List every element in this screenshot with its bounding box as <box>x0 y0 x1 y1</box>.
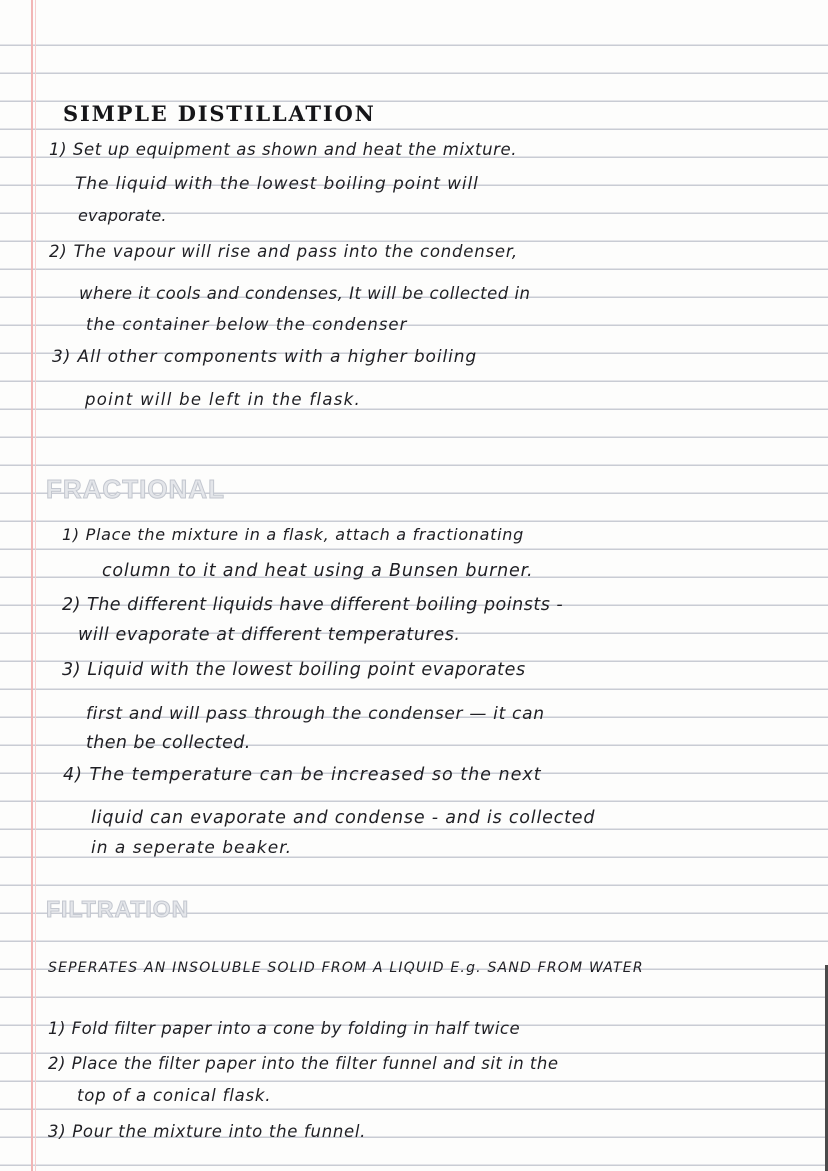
filtration-line-3: top of a conical flask. <box>77 1086 272 1105</box>
distillation-line-2: The liquid with the lowest boiling point will <box>75 174 479 194</box>
filtration-line-4: 3) Pour the mixture into the funnel. <box>48 1122 367 1141</box>
distillation-line-3: evaporate. <box>78 206 167 225</box>
fractional-line-4: will evaporate at different temperatures. <box>78 625 461 645</box>
distillation-line-1: 1) Set up equipment as shown and heat the mixture. <box>49 140 518 159</box>
fractional-line-3: 2) The different liquids have different boiling poinsts - <box>62 595 564 615</box>
filtration-subtitle: SEPERATES AN INSOLUBLE SOLID FROM A LIQUID E.g. SAND FROM WATER <box>48 960 644 976</box>
fractional-line-9: liquid can evaporate and condense - and is collected <box>91 808 596 828</box>
distillation-line-8: point will be left in the flask. <box>85 390 362 409</box>
fractional-line-2: column to it and heat using a Bunsen burner. <box>102 561 534 581</box>
filtration-line-2: 2) Place the filter paper into the filter funnel and sit in the <box>48 1054 559 1073</box>
distillation-line-4: 2) The vapour will rise and pass into the condenser, <box>49 242 518 261</box>
filtration-line-1: 1) Fold filter paper into a cone by folding in half twice <box>48 1019 521 1038</box>
section-title-simple-distillation: SIMPLE DISTILLATION <box>63 101 376 126</box>
section-title-filtration: FILTRATION <box>46 896 190 922</box>
fractional-line-10: in a seperate beaker. <box>91 838 293 858</box>
fractional-line-8: 4) The temperature can be increased so the next <box>63 765 542 785</box>
fractional-line-5: 3) Liquid with the lowest boiling point evaporates <box>62 660 526 680</box>
distillation-line-5: where it cools and condenses, It will be collected in <box>79 284 531 303</box>
fractional-line-6: first and will pass through the condenser — it can <box>86 704 545 724</box>
distillation-line-6: the container below the condenser <box>86 315 408 334</box>
fractional-line-1: 1) Place the mixture in a flask, attach a fractionating <box>62 525 524 544</box>
margin-line-inner <box>35 0 36 1171</box>
fractional-line-7: then be collected. <box>86 733 251 753</box>
margin-line <box>31 0 33 1171</box>
distillation-line-7: 3) All other components with a higher boiling <box>52 347 478 367</box>
section-title-fractional: FRACTIONAL <box>46 474 225 504</box>
